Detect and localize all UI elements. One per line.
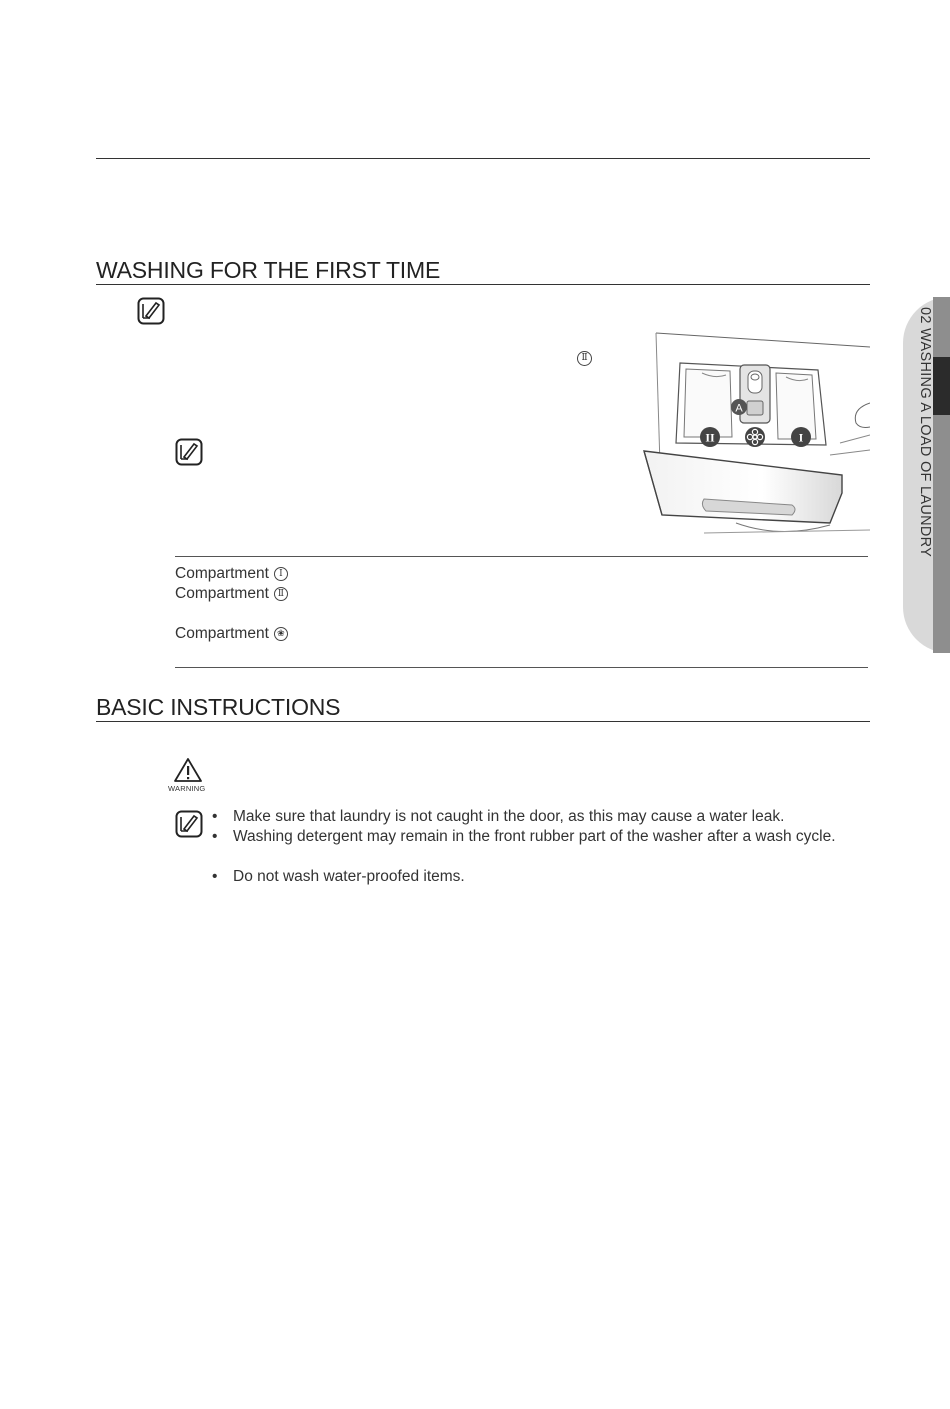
table-top-rule [175, 556, 868, 557]
compartment-softener-symbol: ❀ [274, 627, 288, 641]
bullet-dot: • [212, 868, 218, 885]
compartment-ii-symbol: Ⅱ [274, 587, 288, 601]
compartment-ii-marker: Ⅱ [577, 351, 592, 366]
chapter-tab-label: 02 WASHING A LOAD OF LAUNDRY [917, 307, 933, 558]
table-bottom-rule [175, 667, 868, 668]
bullet-dot: • [212, 808, 218, 825]
section-title-underline [96, 284, 870, 285]
compartment-label: Compartment [175, 565, 269, 582]
chapter-tab-marker [933, 357, 950, 415]
compartment-row-softener [175, 625, 288, 643]
compartment-label: Compartment [175, 625, 269, 642]
section-title-basic-instructions: BASIC INSTRUCTIONS [96, 694, 341, 720]
warning-icon [173, 757, 203, 783]
compartment-row-ii [175, 585, 288, 603]
bullet-dot: • [212, 828, 218, 845]
note-icon [137, 297, 165, 325]
compartment-row-i [175, 565, 288, 583]
list-item-text: Washing detergent may remain in the front rubber part of the washer after a wash cycle. [233, 828, 836, 845]
diagram-label-i: I [798, 430, 804, 445]
diagram-label-ii: II [705, 430, 715, 445]
diagram-label-a: A [735, 402, 743, 415]
list-item-text: Make sure that laundry is not caught in the door, as this may cause a water leak. [233, 808, 785, 825]
section-title-first-time: WASHING FOR THE FIRST TIME [96, 257, 441, 283]
header-rule [96, 158, 870, 159]
list-item-text: Do not wash water-proofed items. [233, 868, 465, 885]
warning-label: WARNING [168, 784, 206, 793]
detergent-drawer-illustration [640, 325, 870, 545]
chapter-tab-edge [933, 297, 950, 653]
note-icon [175, 810, 203, 838]
compartment-i-symbol: Ⅰ [274, 567, 288, 581]
note-icon [175, 438, 203, 466]
section-title-underline [96, 721, 870, 722]
compartment-label: Compartment [175, 585, 269, 602]
